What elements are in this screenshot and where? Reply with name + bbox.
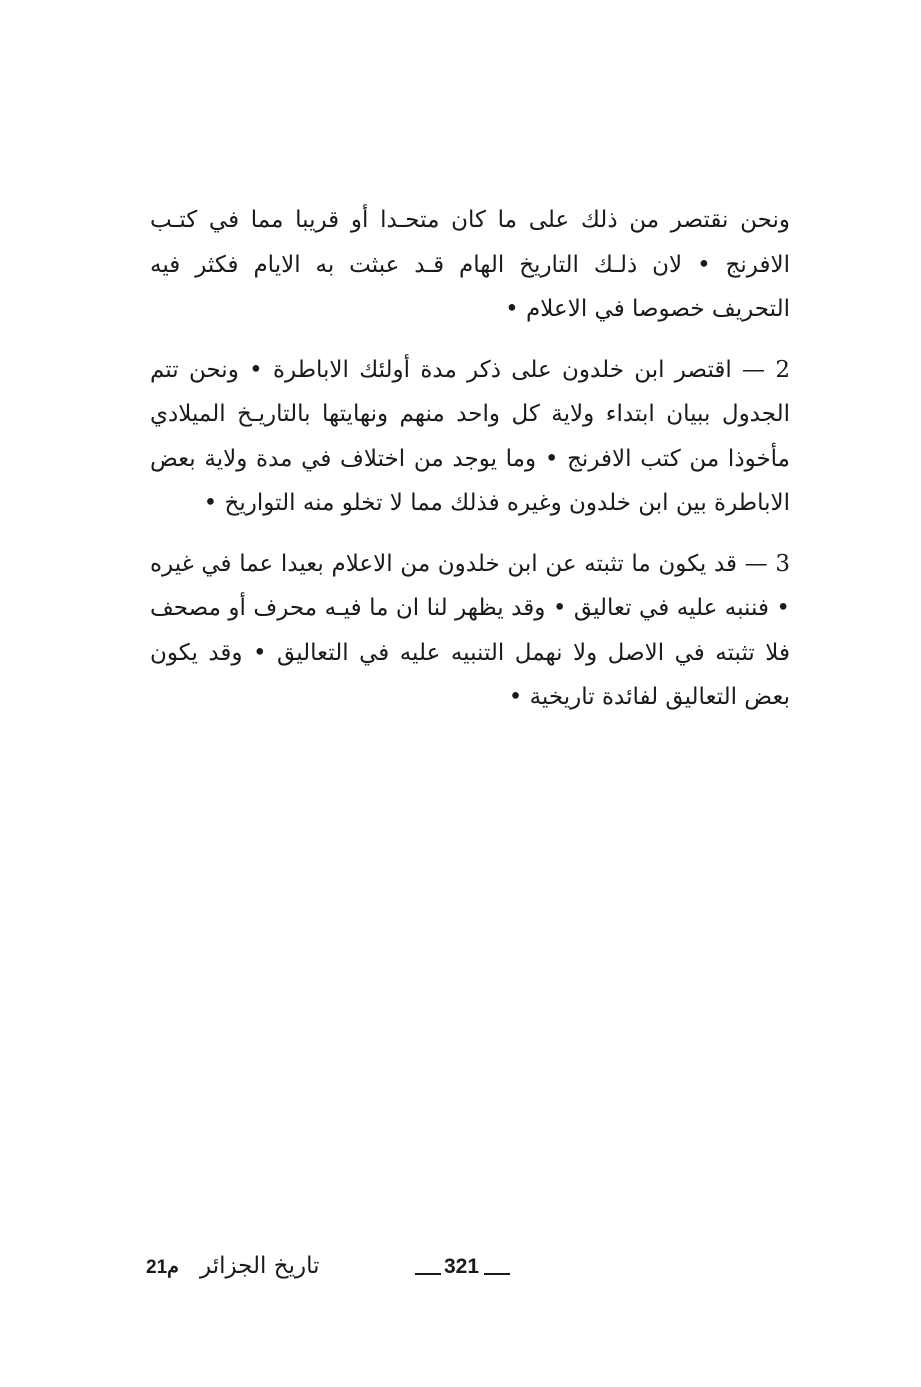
- page-footer: [140, 1253, 520, 1293]
- paragraph-note-2: 2 — اقتصر ابن خلدون على ذكر مدة أولئك الاباطرة • ونحن تتم الجدول ببيان ابتداء ولاية كل واحد منهم ونهايتها بالتاريـخ الميلادي مأخوذا من كتب الافرنج • وما يوجد من اختلاف في مدة ولاية بعض الاباطرة بين ابن خلدون وغيره فذلك مما لا تخلو منه التواريخ •: [150, 356, 790, 516]
- running-book-title: تاريخ الجزائر: [200, 1253, 320, 1279]
- printer-signature: 21م: [146, 1257, 179, 1278]
- page-number-dash-left: [415, 1273, 441, 1275]
- body-text: [150, 198, 790, 736]
- page-number-dash-right: [484, 1273, 510, 1275]
- paragraph-intro: ونحن نقتصر من ذلك على ما كان متحـدا أو قريبا مما في كتـب الافرنج • لان ذلـك التاريخ الهام قـد عبثت به الايام فكثر فيه التحريف خصوصا في الاعلام •: [150, 207, 790, 322]
- paragraph-note-3: 3 — قد يكون ما تثبته عن ابن خلدون من الاعلام بعيدا عما في غيره • فننبه عليه في تعاليق • وقد يظهر لنا ان ما فيـه محرف أو مصحف فلا تثبته في الاصل ولا نهمل التنبيه عليه في التعاليق • وقد يكون بعض التعاليق لفائدة تاريخية •: [150, 550, 790, 710]
- page-number: 321: [444, 1255, 480, 1278]
